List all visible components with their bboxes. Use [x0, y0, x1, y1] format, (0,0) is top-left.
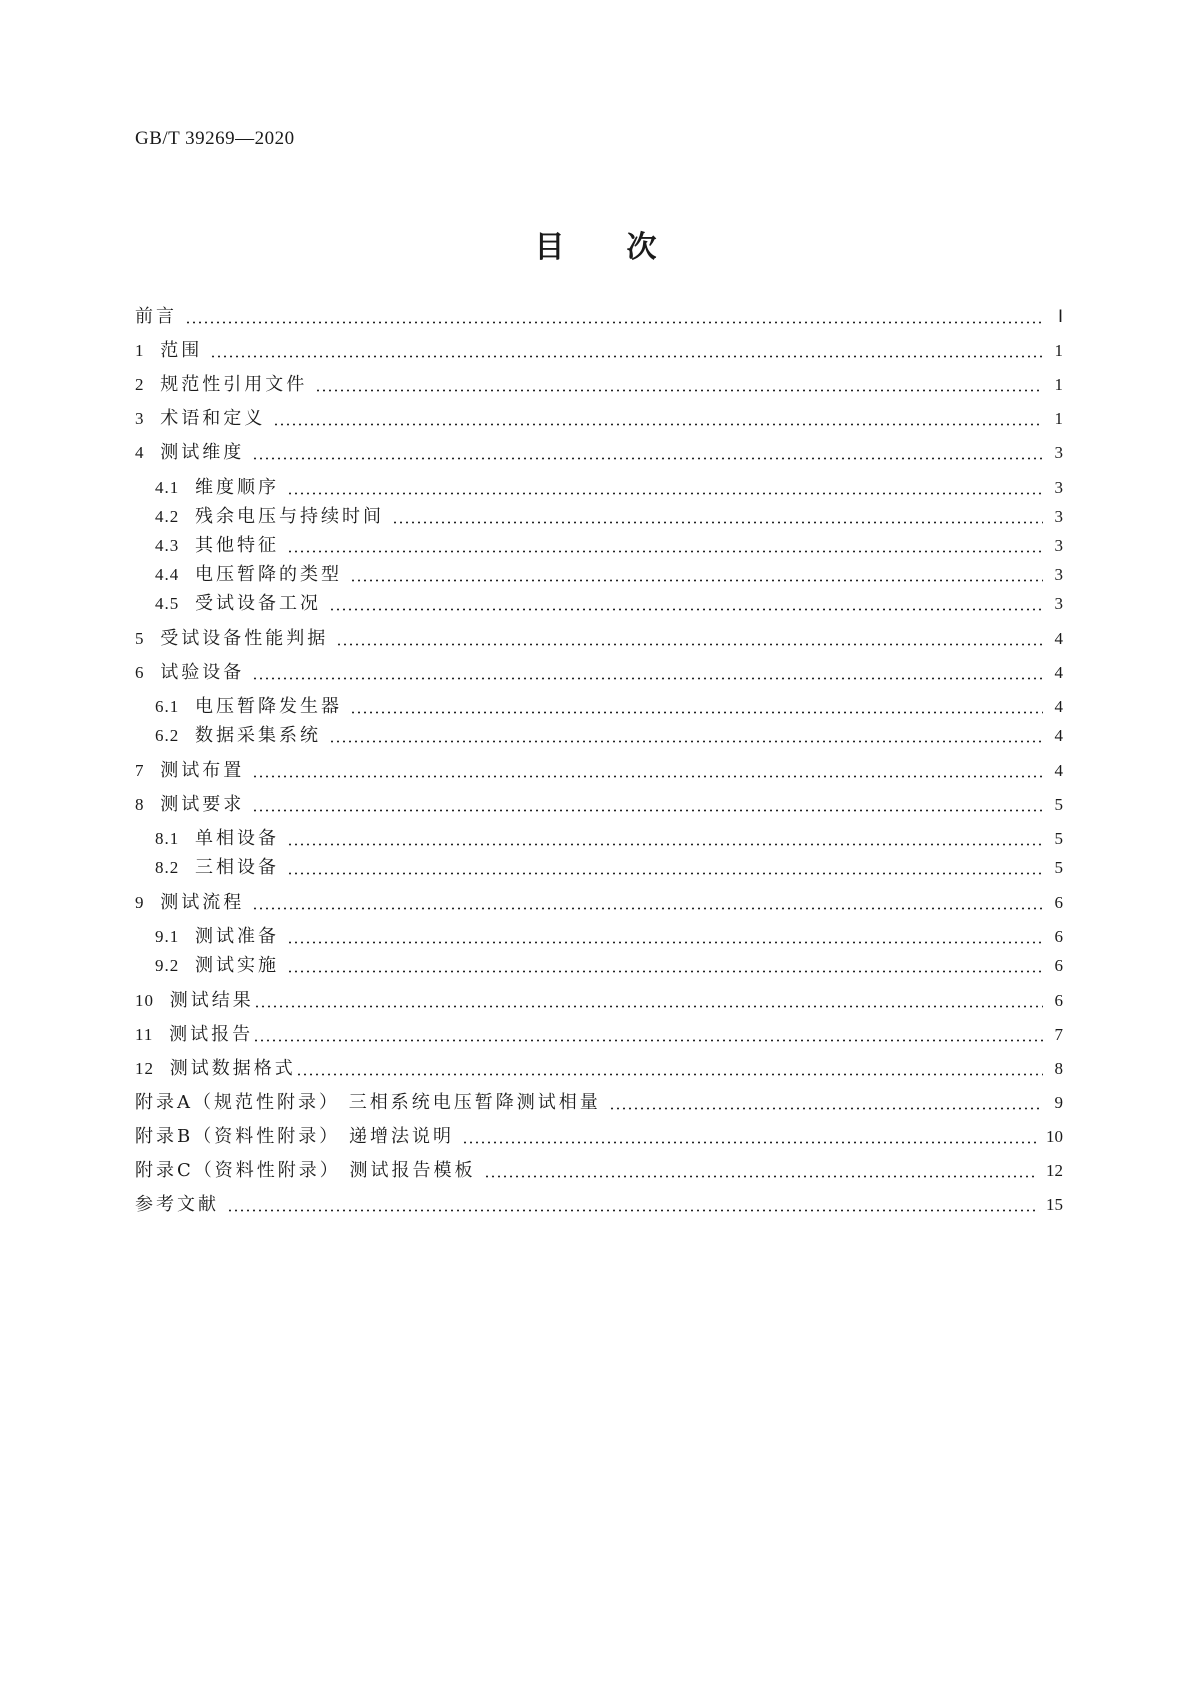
- toc-label: 测试布置: [160, 760, 245, 781]
- toc-leader: [210, 355, 1043, 358]
- toc-entry-7[interactable]: [135, 757, 1063, 785]
- toc-entry-4[interactable]: [135, 439, 1063, 467]
- toc-leader: [350, 711, 1043, 714]
- toc-leader: [252, 775, 1043, 778]
- toc-label: 试验设备: [160, 662, 245, 683]
- toc-label: 测试实施: [195, 955, 279, 976]
- standard-code: GB/T 39269—2020: [135, 128, 295, 149]
- toc-label: 附录A（规范性附录） 三相系统电压暂降测试相量: [135, 1092, 601, 1113]
- toc-page: 3: [1054, 443, 1063, 462]
- toc-leader: [462, 1141, 1038, 1144]
- toc-label: 参考文献: [135, 1194, 219, 1215]
- toc-leader: [227, 1209, 1038, 1212]
- toc-label: 前言: [135, 306, 177, 327]
- toc-page: 4: [1054, 663, 1063, 682]
- toc-leader: [254, 1005, 1043, 1008]
- toc-number: 11: [135, 1025, 154, 1044]
- toc-number: 3: [135, 409, 145, 428]
- toc-number: 6.2: [155, 726, 180, 745]
- toc-leader: [273, 423, 1043, 426]
- toc-label: 三相设备: [195, 857, 279, 878]
- toc-leader: [296, 1073, 1043, 1076]
- toc-label: 测试维度: [160, 442, 245, 463]
- toc-page: 9: [1054, 1093, 1063, 1112]
- toc-number: 9.1: [155, 927, 180, 946]
- toc-entry-4-4[interactable]: [155, 561, 1063, 589]
- toc-entry-9[interactable]: [135, 889, 1063, 917]
- toc-page: 12: [1046, 1161, 1063, 1180]
- toc-page: 4: [1054, 629, 1063, 648]
- toc-leader: [287, 550, 1043, 553]
- toc-page: 7: [1054, 1025, 1063, 1044]
- toc-page: 3: [1054, 594, 1063, 613]
- toc-leader: [329, 740, 1043, 743]
- toc-number: 10: [135, 991, 154, 1010]
- toc-entry-8-1[interactable]: [155, 825, 1063, 853]
- toc-number: 8.1: [155, 829, 180, 848]
- toc-page: 6: [1054, 991, 1063, 1010]
- toc-number: 2: [135, 375, 145, 394]
- toc-number: 4: [135, 443, 145, 462]
- toc-entry-9-2[interactable]: [155, 952, 1063, 980]
- toc-page: 10: [1046, 1127, 1063, 1146]
- toc-label: 测试流程: [160, 892, 245, 913]
- toc-number: 9.2: [155, 956, 180, 975]
- toc-label: 测试数据格式: [169, 1058, 296, 1079]
- toc-page: 5: [1054, 858, 1063, 877]
- toc-leader: [253, 1039, 1043, 1042]
- toc-page: 3: [1054, 565, 1063, 584]
- toc-entry-1[interactable]: [135, 337, 1063, 365]
- toc-page: 5: [1054, 829, 1063, 848]
- toc-label: 数据采集系统: [195, 725, 321, 746]
- toc-entry-12[interactable]: [135, 1055, 1063, 1083]
- toc-label: 测试准备: [195, 926, 279, 947]
- toc-number: 9: [135, 893, 145, 912]
- toc-number: 1: [135, 341, 145, 360]
- toc-leader: [252, 809, 1043, 812]
- toc-label: 残余电压与持续时间: [195, 506, 384, 527]
- toc-page: 4: [1054, 697, 1063, 716]
- toc-entry-6-1[interactable]: [155, 693, 1063, 721]
- toc-number: 4.5: [155, 594, 180, 613]
- toc-label: 范围: [160, 340, 203, 361]
- toc-page: 1: [1054, 409, 1063, 428]
- toc-entry-10[interactable]: [135, 987, 1063, 1015]
- toc-page: 1: [1054, 341, 1063, 360]
- toc-entry-6[interactable]: [135, 659, 1063, 687]
- toc-page: 5: [1054, 795, 1063, 814]
- toc-page: 4: [1054, 761, 1063, 780]
- toc-number: 12: [135, 1059, 154, 1078]
- toc-page: Ⅰ: [1057, 307, 1063, 326]
- toc-label: 维度顺序: [195, 477, 279, 498]
- toc-entry-4-3[interactable]: [155, 532, 1063, 560]
- toc-label: 测试结果: [169, 990, 254, 1011]
- toc-page: 6: [1054, 927, 1063, 946]
- toc-leader: [315, 389, 1043, 392]
- toc-entry-3[interactable]: [135, 405, 1063, 433]
- toc-entry-annex-c[interactable]: [135, 1157, 1063, 1185]
- toc-leader: [336, 643, 1043, 646]
- toc-page: 3: [1054, 478, 1063, 497]
- toc-page: 15: [1046, 1195, 1063, 1214]
- toc-page: 1: [1054, 375, 1063, 394]
- toc-label: 附录C（资料性附录） 测试报告模板: [135, 1160, 476, 1181]
- toc-number: 4.1: [155, 478, 180, 497]
- toc-label: 术语和定义: [160, 408, 266, 429]
- toc-entry-foreword[interactable]: [135, 303, 1063, 331]
- toc-page: 6: [1054, 893, 1063, 912]
- toc-number: 7: [135, 761, 145, 780]
- toc-leader: [609, 1107, 1043, 1110]
- toc-label: 受试设备工况: [195, 593, 321, 614]
- toc-leader: [287, 941, 1043, 944]
- toc-number: 6.1: [155, 697, 180, 716]
- toc-entry-4-5[interactable]: [155, 590, 1063, 618]
- toc-leader: [392, 521, 1043, 524]
- toc-entry-8[interactable]: [135, 791, 1063, 819]
- toc-leader: [287, 872, 1043, 875]
- toc-number: 4.4: [155, 565, 180, 584]
- toc-label: 电压暂降发生器: [195, 696, 342, 717]
- toc-label: 电压暂降的类型: [195, 564, 342, 585]
- toc-entry-4-2[interactable]: [155, 503, 1063, 531]
- toc-number: 5: [135, 629, 145, 648]
- toc-number: 8.2: [155, 858, 180, 877]
- toc-entry-9-1[interactable]: [155, 923, 1063, 951]
- toc-label: 附录B（资料性附录） 递增法说明: [135, 1126, 454, 1147]
- toc-page: 8: [1054, 1059, 1063, 1078]
- toc-leader: [287, 843, 1043, 846]
- toc-leader: [350, 579, 1043, 582]
- toc-page: 3: [1054, 507, 1063, 526]
- toc-label: 规范性引用文件: [160, 374, 308, 395]
- toc-leader: [252, 907, 1043, 910]
- toc-number: 6: [135, 663, 145, 682]
- toc-entry-6-2[interactable]: [155, 722, 1063, 750]
- toc-label: 测试报告: [169, 1024, 254, 1045]
- toc-leader: [329, 608, 1043, 611]
- toc-entry-2[interactable]: [135, 371, 1063, 399]
- page-title: 目次: [534, 230, 719, 265]
- toc-entry-11[interactable]: [135, 1021, 1063, 1049]
- toc-entry-bibliography[interactable]: [135, 1191, 1063, 1219]
- toc-label: 单相设备: [195, 828, 279, 849]
- toc-number: 8: [135, 795, 145, 814]
- toc-page: 6: [1054, 956, 1063, 975]
- toc-leader: [252, 677, 1043, 680]
- toc-leader: [287, 970, 1043, 973]
- toc-entry-annex-a[interactable]: [135, 1089, 1063, 1117]
- toc-entry-8-2[interactable]: [155, 854, 1063, 882]
- toc-number: 4.2: [155, 507, 180, 526]
- toc-label: 受试设备性能判据: [160, 628, 329, 649]
- toc-label: 测试要求: [160, 794, 245, 815]
- toc-page: 4: [1054, 726, 1063, 745]
- toc-entry-5[interactable]: [135, 625, 1063, 653]
- toc-leader: [287, 492, 1043, 495]
- toc-label: 其他特征: [195, 535, 279, 556]
- toc-leader: [185, 321, 1043, 324]
- toc-leader: [484, 1175, 1039, 1178]
- toc-entry-annex-b[interactable]: [135, 1123, 1063, 1151]
- toc-page: 3: [1054, 536, 1063, 555]
- toc-number: 4.3: [155, 536, 180, 555]
- toc-leader: [252, 457, 1043, 460]
- toc-entry-4-1[interactable]: [155, 474, 1063, 502]
